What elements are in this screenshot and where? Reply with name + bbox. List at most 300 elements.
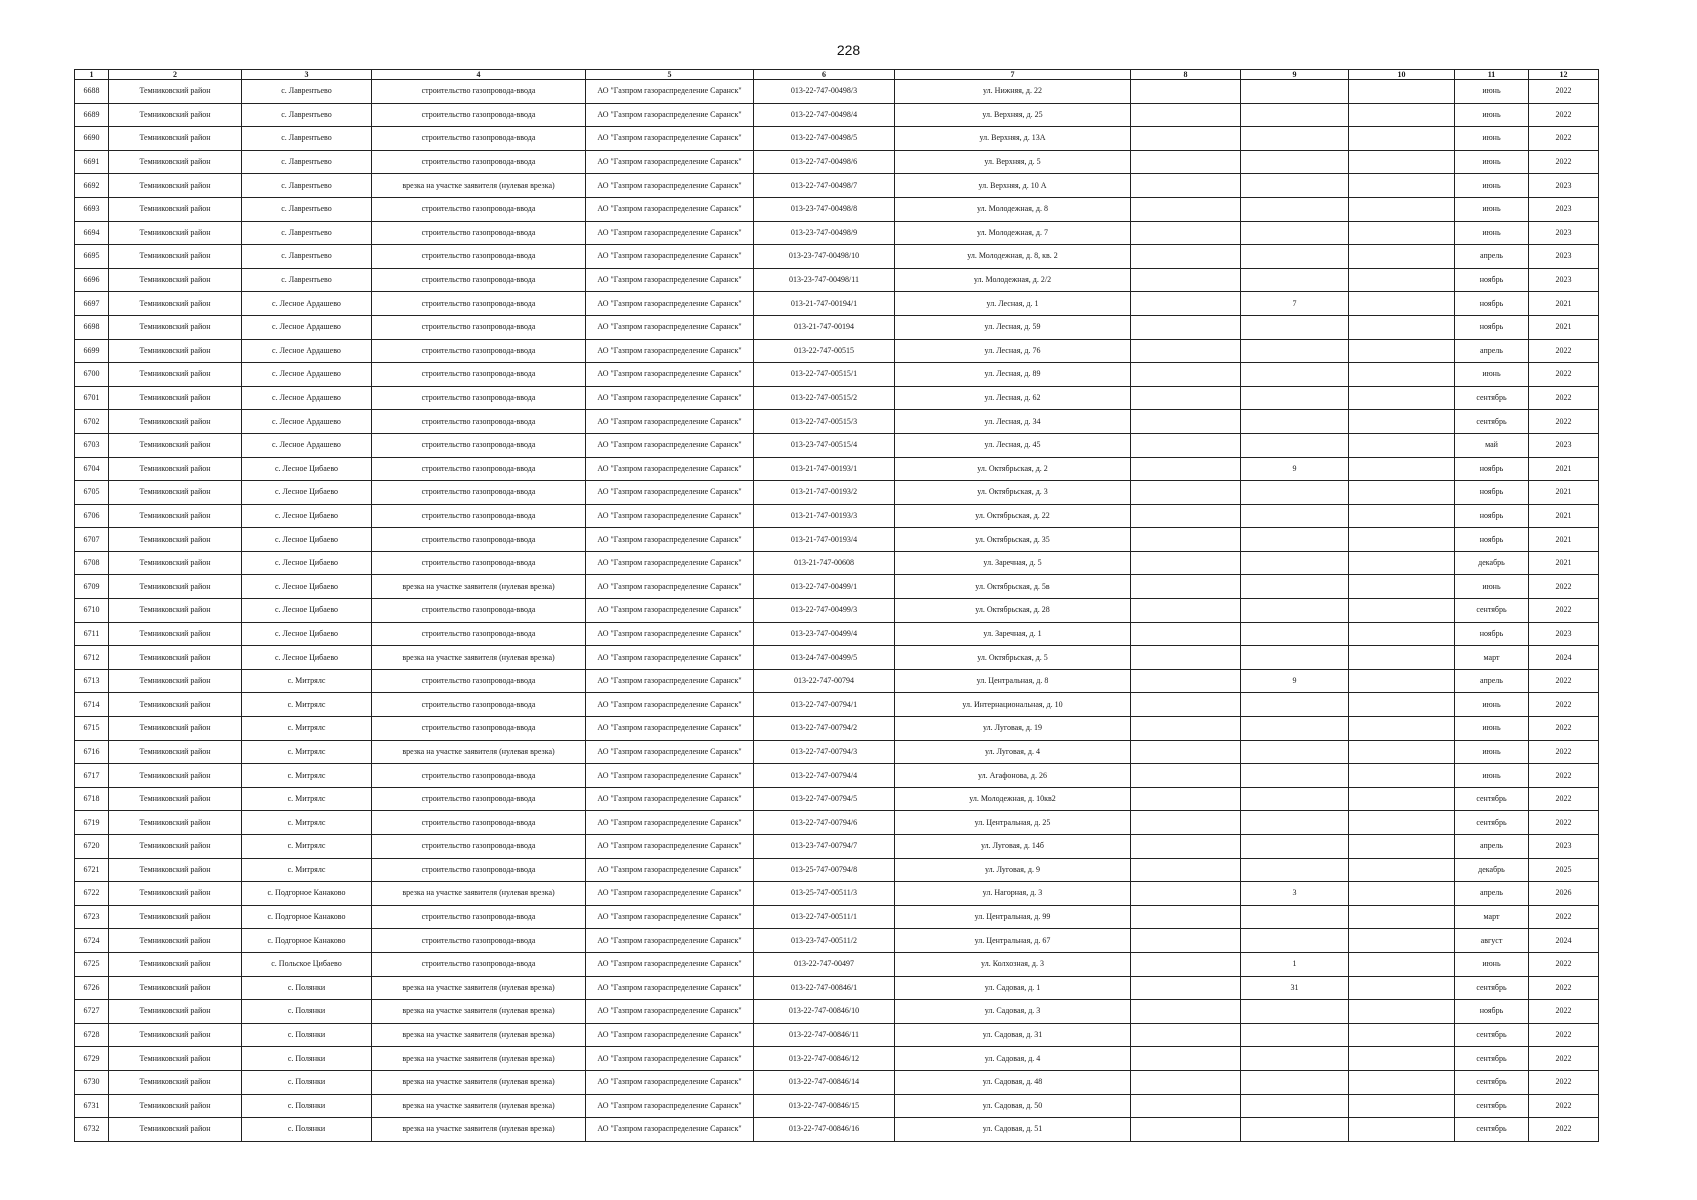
- row-number-cell: 6723: [75, 905, 109, 929]
- column-header: 10: [1349, 70, 1455, 80]
- work-type-cell: строительство газопровода-ввода: [372, 127, 586, 151]
- table-row: [75, 1094, 1599, 1118]
- month-cell: сентябрь: [1455, 1094, 1529, 1118]
- month-cell: сентябрь: [1455, 386, 1529, 410]
- district-cell: Темниковский район: [109, 717, 242, 741]
- settlement-cell: с. Лесное Ардашево: [242, 410, 372, 434]
- registration-number-cell: 013-22-747-00498/3: [754, 80, 895, 104]
- address-cell: ул. Центральная, д. 8: [895, 669, 1131, 693]
- settlement-cell: с. Лесное Цибаево: [242, 622, 372, 646]
- registration-number-cell: 013-25-747-00511/3: [754, 882, 895, 906]
- organization-cell: АО "Газпром газораспределение Саранск": [586, 245, 754, 269]
- settlement-cell: с. Митрялс: [242, 787, 372, 811]
- address-cell: ул. Нижняя, д. 22: [895, 80, 1131, 104]
- month-cell: сентябрь: [1455, 787, 1529, 811]
- district-cell: Темниковский район: [109, 1023, 242, 1047]
- year-cell: 2021: [1529, 292, 1599, 316]
- column-8-cell: [1131, 504, 1241, 528]
- column-10-cell: [1349, 457, 1455, 481]
- district-cell: Темниковский район: [109, 410, 242, 434]
- district-cell: Темниковский район: [109, 386, 242, 410]
- district-cell: Темниковский район: [109, 599, 242, 623]
- month-cell: ноябрь: [1455, 481, 1529, 505]
- column-10-cell: [1349, 669, 1455, 693]
- settlement-cell: с. Полянки: [242, 1070, 372, 1094]
- work-type-cell: строительство газопровода-ввода: [372, 528, 586, 552]
- settlement-cell: с. Полянки: [242, 1047, 372, 1071]
- month-cell: июнь: [1455, 575, 1529, 599]
- row-number-cell: 6720: [75, 835, 109, 859]
- registration-number-cell: 013-22-747-00794: [754, 669, 895, 693]
- column-8-cell: [1131, 127, 1241, 151]
- registration-number-cell: 013-23-747-00794/7: [754, 835, 895, 859]
- month-cell: июнь: [1455, 80, 1529, 104]
- work-type-cell: строительство газопровода-ввода: [372, 835, 586, 859]
- month-cell: сентябрь: [1455, 811, 1529, 835]
- year-cell: 2023: [1529, 221, 1599, 245]
- year-cell: 2022: [1529, 740, 1599, 764]
- address-cell: ул. Садовая, д. 48: [895, 1070, 1131, 1094]
- address-cell: ул. Октябрьская, д. 3: [895, 481, 1131, 505]
- row-number-cell: 6696: [75, 268, 109, 292]
- address-cell: ул. Центральная, д. 99: [895, 905, 1131, 929]
- settlement-cell: с. Полянки: [242, 1094, 372, 1118]
- address-cell: ул. Октябрьская, д. 5в: [895, 575, 1131, 599]
- column-9-cell: [1241, 646, 1349, 670]
- address-cell: ул. Лесная, д. 1: [895, 292, 1131, 316]
- organization-cell: АО "Газпром газораспределение Саранск": [586, 339, 754, 363]
- column-9-cell: 31: [1241, 976, 1349, 1000]
- work-type-cell: строительство газопровода-ввода: [372, 292, 586, 316]
- column-10-cell: [1349, 221, 1455, 245]
- column-10-cell: [1349, 174, 1455, 198]
- column-10-cell: [1349, 386, 1455, 410]
- year-cell: 2022: [1529, 787, 1599, 811]
- district-cell: Темниковский район: [109, 197, 242, 221]
- column-10-cell: [1349, 410, 1455, 434]
- column-8-cell: [1131, 268, 1241, 292]
- column-header: 9: [1241, 70, 1349, 80]
- settlement-cell: с. Лесное Ардашево: [242, 292, 372, 316]
- organization-cell: АО "Газпром газораспределение Саранск": [586, 976, 754, 1000]
- registration-number-cell: 013-22-747-00794/5: [754, 787, 895, 811]
- settlement-cell: с. Лаврентьево: [242, 150, 372, 174]
- organization-cell: АО "Газпром газораспределение Саранск": [586, 504, 754, 528]
- year-cell: 2022: [1529, 80, 1599, 104]
- work-type-cell: строительство газопровода-ввода: [372, 929, 586, 953]
- column-8-cell: [1131, 882, 1241, 906]
- district-cell: Темниковский район: [109, 764, 242, 788]
- table-row: [75, 268, 1599, 292]
- work-type-cell: строительство газопровода-ввода: [372, 410, 586, 434]
- column-10-cell: [1349, 905, 1455, 929]
- organization-cell: АО "Газпром газораспределение Саранск": [586, 1070, 754, 1094]
- work-type-cell: врезка на участке заявителя (нулевая врезка): [372, 1070, 586, 1094]
- work-type-cell: строительство газопровода-ввода: [372, 363, 586, 387]
- column-9-cell: [1241, 103, 1349, 127]
- row-number-cell: 6708: [75, 551, 109, 575]
- table-row: [75, 551, 1599, 575]
- settlement-cell: с. Лаврентьево: [242, 174, 372, 198]
- settlement-cell: с. Лесное Ардашево: [242, 433, 372, 457]
- column-9-cell: [1241, 221, 1349, 245]
- column-9-cell: [1241, 1070, 1349, 1094]
- column-9-cell: [1241, 835, 1349, 859]
- settlement-cell: с. Лаврентьево: [242, 103, 372, 127]
- address-cell: ул. Октябрьская, д. 35: [895, 528, 1131, 552]
- work-type-cell: врезка на участке заявителя (нулевая врезка): [372, 646, 586, 670]
- year-cell: 2022: [1529, 811, 1599, 835]
- district-cell: Темниковский район: [109, 551, 242, 575]
- registration-number-cell: 013-21-747-00608: [754, 551, 895, 575]
- registration-number-cell: 013-23-747-00498/8: [754, 197, 895, 221]
- registration-number-cell: 013-22-747-00515/2: [754, 386, 895, 410]
- organization-cell: АО "Газпром газораспределение Саранск": [586, 551, 754, 575]
- column-10-cell: [1349, 433, 1455, 457]
- table-row: [75, 386, 1599, 410]
- registration-number-cell: 013-22-747-00515/1: [754, 363, 895, 387]
- registration-number-cell: 013-22-747-00846/14: [754, 1070, 895, 1094]
- row-number-cell: 6727: [75, 1000, 109, 1024]
- district-cell: Темниковский район: [109, 929, 242, 953]
- year-cell: 2022: [1529, 1094, 1599, 1118]
- column-10-cell: [1349, 197, 1455, 221]
- district-cell: Темниковский район: [109, 363, 242, 387]
- district-cell: Темниковский район: [109, 1118, 242, 1142]
- table-row: [75, 764, 1599, 788]
- year-cell: 2022: [1529, 693, 1599, 717]
- address-cell: ул. Лесная, д. 89: [895, 363, 1131, 387]
- table-row: [75, 197, 1599, 221]
- month-cell: июнь: [1455, 717, 1529, 741]
- settlement-cell: с. Митрялс: [242, 835, 372, 859]
- column-9-cell: [1241, 80, 1349, 104]
- district-cell: Темниковский район: [109, 811, 242, 835]
- month-cell: ноябрь: [1455, 268, 1529, 292]
- work-type-cell: строительство газопровода-ввода: [372, 693, 586, 717]
- column-8-cell: [1131, 150, 1241, 174]
- registration-number-cell: 013-22-747-00498/5: [754, 127, 895, 151]
- year-cell: 2022: [1529, 1047, 1599, 1071]
- month-cell: июнь: [1455, 693, 1529, 717]
- work-type-cell: строительство газопровода-ввода: [372, 339, 586, 363]
- settlement-cell: с. Лесное Цибаево: [242, 599, 372, 623]
- column-10-cell: [1349, 646, 1455, 670]
- registration-number-cell: 013-21-747-00193/4: [754, 528, 895, 552]
- column-8-cell: [1131, 197, 1241, 221]
- organization-cell: АО "Газпром газораспределение Саранск": [586, 693, 754, 717]
- column-10-cell: [1349, 787, 1455, 811]
- column-header: 1: [75, 70, 109, 80]
- district-cell: Темниковский район: [109, 150, 242, 174]
- year-cell: 2022: [1529, 150, 1599, 174]
- month-cell: август: [1455, 929, 1529, 953]
- column-9-cell: [1241, 905, 1349, 929]
- month-cell: апрель: [1455, 245, 1529, 269]
- district-cell: Темниковский район: [109, 976, 242, 1000]
- district-cell: Темниковский район: [109, 103, 242, 127]
- year-cell: 2021: [1529, 457, 1599, 481]
- column-9-cell: [1241, 315, 1349, 339]
- address-cell: ул. Лесная, д. 76: [895, 339, 1131, 363]
- column-10-cell: [1349, 599, 1455, 623]
- district-cell: Темниковский район: [109, 127, 242, 151]
- column-9-cell: [1241, 386, 1349, 410]
- work-type-cell: врезка на участке заявителя (нулевая врезка): [372, 1118, 586, 1142]
- settlement-cell: с. Митрялс: [242, 693, 372, 717]
- column-header: 6: [754, 70, 895, 80]
- registration-number-cell: 013-22-747-00497: [754, 952, 895, 976]
- year-cell: 2022: [1529, 103, 1599, 127]
- column-10-cell: [1349, 693, 1455, 717]
- column-8-cell: [1131, 1070, 1241, 1094]
- column-10-cell: [1349, 1023, 1455, 1047]
- table-row: [75, 976, 1599, 1000]
- row-number-cell: 6699: [75, 339, 109, 363]
- table-row: [75, 622, 1599, 646]
- work-type-cell: врезка на участке заявителя (нулевая врезка): [372, 1000, 586, 1024]
- work-type-cell: строительство газопровода-ввода: [372, 268, 586, 292]
- address-cell: ул. Центральная, д. 25: [895, 811, 1131, 835]
- registration-number-cell: 013-22-747-00498/6: [754, 150, 895, 174]
- column-9-cell: [1241, 622, 1349, 646]
- settlement-cell: с. Лесное Ардашево: [242, 315, 372, 339]
- column-8-cell: [1131, 787, 1241, 811]
- work-type-cell: строительство газопровода-ввода: [372, 599, 586, 623]
- row-number-cell: 6724: [75, 929, 109, 953]
- row-number-cell: 6728: [75, 1023, 109, 1047]
- row-number-cell: 6694: [75, 221, 109, 245]
- column-9-cell: [1241, 811, 1349, 835]
- address-cell: ул. Молодежная, д. 7: [895, 221, 1131, 245]
- month-cell: ноябрь: [1455, 528, 1529, 552]
- registration-number-cell: 013-22-747-00515/3: [754, 410, 895, 434]
- district-cell: Темниковский район: [109, 80, 242, 104]
- settlement-cell: с. Лесное Ардашево: [242, 386, 372, 410]
- table-row: [75, 1000, 1599, 1024]
- column-10-cell: [1349, 858, 1455, 882]
- settlement-cell: с. Лаврентьево: [242, 80, 372, 104]
- work-type-cell: врезка на участке заявителя (нулевая врезка): [372, 174, 586, 198]
- table-row: [75, 433, 1599, 457]
- column-8-cell: [1131, 245, 1241, 269]
- settlement-cell: с. Полянки: [242, 1000, 372, 1024]
- district-cell: Темниковский район: [109, 835, 242, 859]
- work-type-cell: строительство газопровода-ввода: [372, 504, 586, 528]
- settlement-cell: с. Лесное Цибаево: [242, 575, 372, 599]
- work-type-cell: строительство газопровода-ввода: [372, 717, 586, 741]
- organization-cell: АО "Газпром газораспределение Саранск": [586, 481, 754, 505]
- address-cell: ул. Верхняя, д. 25: [895, 103, 1131, 127]
- row-number-cell: 6692: [75, 174, 109, 198]
- month-cell: июнь: [1455, 740, 1529, 764]
- settlement-cell: с. Полянки: [242, 1118, 372, 1142]
- column-8-cell: [1131, 174, 1241, 198]
- table-row: [75, 245, 1599, 269]
- settlement-cell: с. Лесное Ардашево: [242, 339, 372, 363]
- year-cell: 2022: [1529, 363, 1599, 387]
- column-10-cell: [1349, 1094, 1455, 1118]
- column-9-cell: [1241, 1094, 1349, 1118]
- work-type-cell: строительство газопровода-ввода: [372, 433, 586, 457]
- row-number-cell: 6700: [75, 363, 109, 387]
- column-10-cell: [1349, 1070, 1455, 1094]
- organization-cell: АО "Газпром газораспределение Саранск": [586, 1023, 754, 1047]
- district-cell: Темниковский район: [109, 457, 242, 481]
- row-number-cell: 6719: [75, 811, 109, 835]
- year-cell: 2022: [1529, 1000, 1599, 1024]
- column-9-cell: 7: [1241, 292, 1349, 316]
- column-8-cell: [1131, 1000, 1241, 1024]
- column-9-cell: [1241, 197, 1349, 221]
- registration-number-cell: 013-23-747-00498/11: [754, 268, 895, 292]
- work-type-cell: строительство газопровода-ввода: [372, 80, 586, 104]
- column-8-cell: [1131, 835, 1241, 859]
- row-number-cell: 6718: [75, 787, 109, 811]
- table-row: [75, 127, 1599, 151]
- year-cell: 2022: [1529, 717, 1599, 741]
- year-cell: 2021: [1529, 551, 1599, 575]
- row-number-cell: 6702: [75, 410, 109, 434]
- column-8-cell: [1131, 952, 1241, 976]
- organization-cell: АО "Газпром газораспределение Саранск": [586, 929, 754, 953]
- month-cell: декабрь: [1455, 551, 1529, 575]
- table-row: [75, 504, 1599, 528]
- table-row: [75, 717, 1599, 741]
- table-row: [75, 292, 1599, 316]
- column-9-cell: [1241, 764, 1349, 788]
- work-type-cell: строительство газопровода-ввода: [372, 315, 586, 339]
- column-9-cell: [1241, 787, 1349, 811]
- column-8-cell: [1131, 481, 1241, 505]
- district-cell: Темниковский район: [109, 905, 242, 929]
- table-row: [75, 811, 1599, 835]
- work-type-cell: строительство газопровода-ввода: [372, 457, 586, 481]
- row-number-cell: 6704: [75, 457, 109, 481]
- month-cell: апрель: [1455, 669, 1529, 693]
- work-type-cell: строительство газопровода-ввода: [372, 622, 586, 646]
- settlement-cell: с. Лаврентьево: [242, 245, 372, 269]
- column-header: 3: [242, 70, 372, 80]
- year-cell: 2021: [1529, 315, 1599, 339]
- district-cell: Темниковский район: [109, 1094, 242, 1118]
- organization-cell: АО "Газпром газораспределение Саранск": [586, 622, 754, 646]
- column-10-cell: [1349, 1118, 1455, 1142]
- settlement-cell: с. Подгорное Канаково: [242, 905, 372, 929]
- registration-number-cell: 013-22-747-00499/3: [754, 599, 895, 623]
- column-header: 2: [109, 70, 242, 80]
- address-cell: ул. Садовая, д. 31: [895, 1023, 1131, 1047]
- column-8-cell: [1131, 1118, 1241, 1142]
- row-number-cell: 6732: [75, 1118, 109, 1142]
- address-cell: ул. Интернациональная, д. 10: [895, 693, 1131, 717]
- organization-cell: АО "Газпром газораспределение Саранск": [586, 1118, 754, 1142]
- year-cell: 2023: [1529, 197, 1599, 221]
- column-8-cell: [1131, 646, 1241, 670]
- column-10-cell: [1349, 268, 1455, 292]
- row-number-cell: 6715: [75, 717, 109, 741]
- address-cell: ул. Садовая, д. 3: [895, 1000, 1131, 1024]
- year-cell: 2022: [1529, 669, 1599, 693]
- organization-cell: АО "Газпром газораспределение Саранск": [586, 363, 754, 387]
- column-10-cell: [1349, 504, 1455, 528]
- row-number-cell: 6726: [75, 976, 109, 1000]
- month-cell: ноябрь: [1455, 1000, 1529, 1024]
- address-cell: ул. Луговая, д. 14б: [895, 835, 1131, 859]
- work-type-cell: строительство газопровода-ввода: [372, 787, 586, 811]
- month-cell: сентябрь: [1455, 599, 1529, 623]
- organization-cell: АО "Газпром газораспределение Саранск": [586, 1000, 754, 1024]
- column-9-cell: [1241, 1047, 1349, 1071]
- table-row: [75, 221, 1599, 245]
- work-type-cell: врезка на участке заявителя (нулевая врезка): [372, 1047, 586, 1071]
- row-number-cell: 6713: [75, 669, 109, 693]
- settlement-cell: с. Митрялс: [242, 858, 372, 882]
- organization-cell: АО "Газпром газораспределение Саранск": [586, 575, 754, 599]
- month-cell: ноябрь: [1455, 457, 1529, 481]
- settlement-cell: с. Подгорное Канаково: [242, 882, 372, 906]
- year-cell: 2025: [1529, 858, 1599, 882]
- row-number-cell: 6703: [75, 433, 109, 457]
- year-cell: 2023: [1529, 268, 1599, 292]
- address-cell: ул. Верхняя, д. 5: [895, 150, 1131, 174]
- column-10-cell: [1349, 127, 1455, 151]
- address-cell: ул. Агафонова, д. 26: [895, 764, 1131, 788]
- column-8-cell: [1131, 363, 1241, 387]
- gas-connection-register-table: [74, 69, 1599, 1142]
- district-cell: Темниковский район: [109, 669, 242, 693]
- address-cell: ул. Лесная, д. 59: [895, 315, 1131, 339]
- registration-number-cell: 013-22-747-00794/4: [754, 764, 895, 788]
- column-header: 5: [586, 70, 754, 80]
- column-header: 7: [895, 70, 1131, 80]
- district-cell: Темниковский район: [109, 575, 242, 599]
- district-cell: Темниковский район: [109, 1047, 242, 1071]
- row-number-cell: 6688: [75, 80, 109, 104]
- district-cell: Темниковский район: [109, 646, 242, 670]
- year-cell: 2024: [1529, 929, 1599, 953]
- organization-cell: АО "Газпром газораспределение Саранск": [586, 858, 754, 882]
- column-8-cell: [1131, 858, 1241, 882]
- registration-number-cell: 013-22-747-00846/12: [754, 1047, 895, 1071]
- column-10-cell: [1349, 103, 1455, 127]
- table-row: [75, 528, 1599, 552]
- organization-cell: АО "Газпром газораспределение Саранск": [586, 882, 754, 906]
- year-cell: 2023: [1529, 835, 1599, 859]
- work-type-cell: строительство газопровода-ввода: [372, 764, 586, 788]
- column-header: 4: [372, 70, 586, 80]
- month-cell: ноябрь: [1455, 622, 1529, 646]
- table-row: [75, 174, 1599, 198]
- year-cell: 2022: [1529, 339, 1599, 363]
- column-9-cell: [1241, 528, 1349, 552]
- district-cell: Темниковский район: [109, 528, 242, 552]
- organization-cell: АО "Газпром газораспределение Саранск": [586, 433, 754, 457]
- column-8-cell: [1131, 80, 1241, 104]
- row-number-cell: 6693: [75, 197, 109, 221]
- settlement-cell: с. Лесное Ардашево: [242, 363, 372, 387]
- year-cell: 2023: [1529, 245, 1599, 269]
- registration-number-cell: 013-22-747-00511/1: [754, 905, 895, 929]
- column-9-cell: [1241, 717, 1349, 741]
- table-row: [75, 787, 1599, 811]
- registration-number-cell: 013-22-747-00794/3: [754, 740, 895, 764]
- district-cell: Темниковский район: [109, 787, 242, 811]
- registration-number-cell: 013-22-747-00846/10: [754, 1000, 895, 1024]
- column-10-cell: [1349, 764, 1455, 788]
- month-cell: ноябрь: [1455, 292, 1529, 316]
- month-cell: сентябрь: [1455, 410, 1529, 434]
